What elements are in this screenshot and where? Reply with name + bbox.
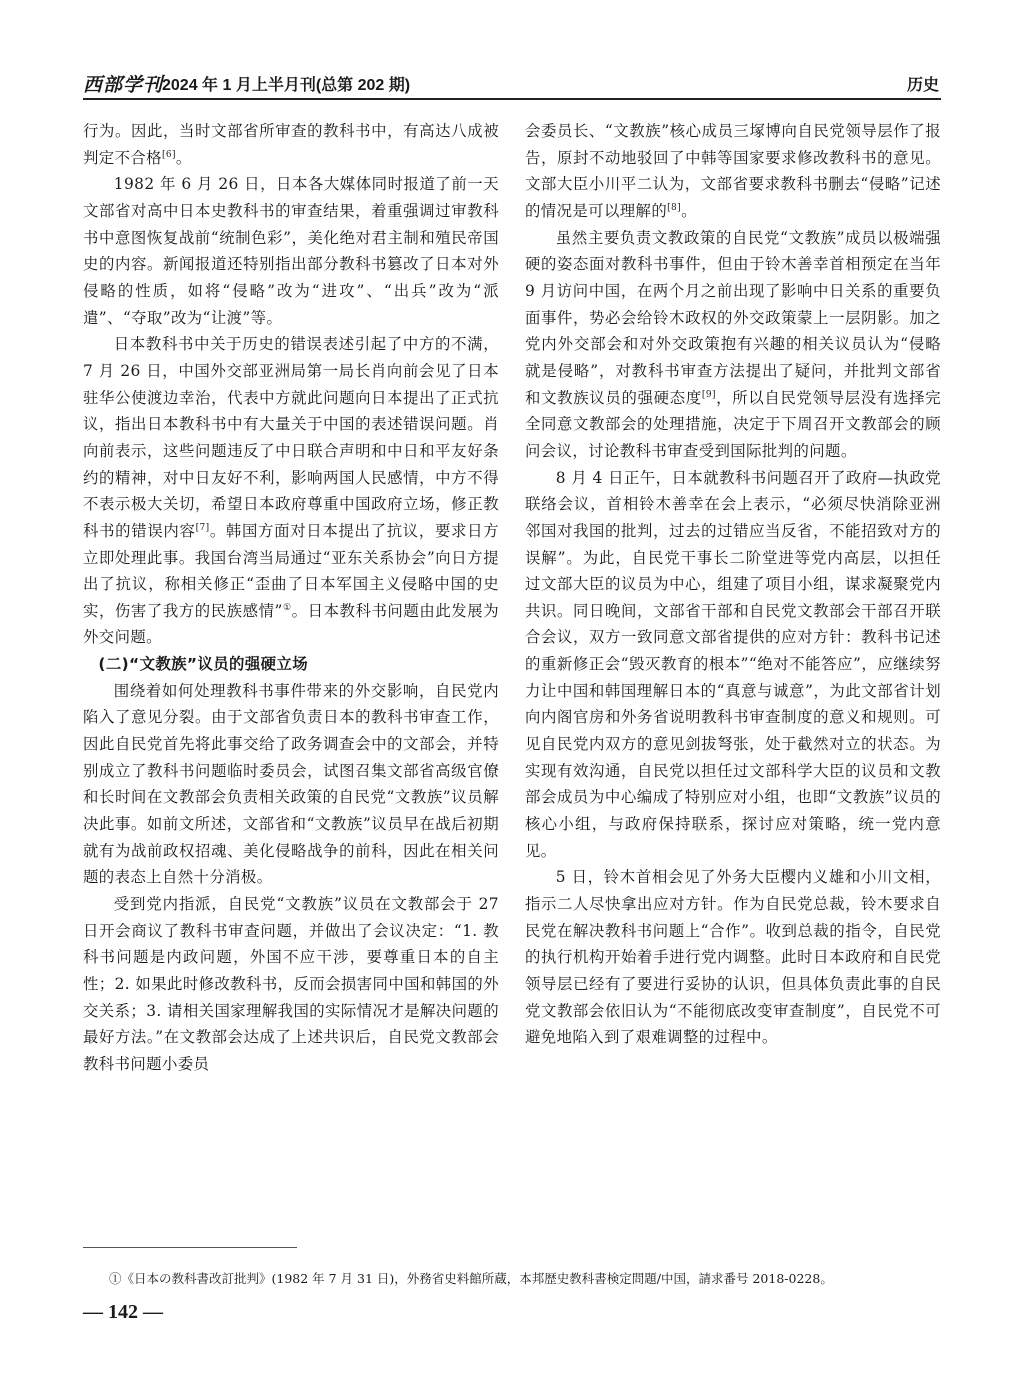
paragraph-text: 。韩国方面对日本提出了抗议，要求日方立即处理此事。我国台湾当局通过“亚东关系协会”向日方提出了抗议，称相关修正“歪曲了日本军国主义侵略中国的史实，伤害了我方的民族感情” <box>83 521 499 620</box>
paragraph: 5 日，铃木首相会见了外务大臣樱内义雄和小川文相，指示二人尽快拿出应对方针。作为自民党总裁，铃木要求自民党在解决教科书问题上“合作”。收到总裁的指令，自民党的执行机构开始着手进行党内调整。此时日本政府和自民党领导层已经有了要进行妥协的认识，但具体负责此事的自民党文教部会依旧认为“不能彻底改变审查制度”，自民党不可避免地陷入到了艰难调整的过程中。 <box>525 868 941 1047</box>
paragraph <box>83 118 499 171</box>
paragraph-text: 日本教科书中关于历史的错误表述引起了中方的不满，7 月 26 日，中国外交部亚洲局第一局长肖向前会见了日本驻华公使渡边幸治，代表中方就此问题向日本提出了正式抗议，指出日本教科书中有大量关于中国的表述错误问题。肖向前表示，这些问题违反了中日联合声明和中日和平友好条约的精神，对中日友好不利，影响两国人民感情，中方不得不表示极大关切，希望日本政府尊重中国政府立场，修正教科书的错误内容 <box>83 335 499 540</box>
paragraph <box>525 225 941 465</box>
section-name: 历史 <box>906 75 939 94</box>
paragraph: 受到党内指派，自民党“文教族”议员在文教部会于 27 日开会商议了教科书审查问题，并做出了会议决定：“1. 教科书问题是内政问题，外国不应干涉，要尊重日本的自主性；2. 如果此时修改教科书，反而会损害同中国和韩国的外交关系；3. 请相关国家理解我国的实际情况才是解决问题的最好方法。”在文教部会达成了上述共识后，自民党文教部会教科书问题小委员 <box>83 895 499 1073</box>
footnote: ①《日本の教科書改訂批判》(1982 年 7 月 31 日)，外務省史料館所蔵，本邦歴史教科書検定問題/中国，請求番号 2018-0228。 <box>109 1271 833 1286</box>
citation-ref: [7] <box>195 522 210 533</box>
journal-logo: 西部学刊 <box>83 74 164 96</box>
paragraph <box>83 331 499 651</box>
paragraph-text: 虽然主要负责文教政策的自民党“文教族”成员以极端强硬的姿态面对教科书事件，但由于铃木善幸首相预定在当年 9 月访问中国，在两个月之前出现了影响中日关系的重要负面事件，势必会给铃木政权的外交政策蒙上一层阴影。加之党内外交部会和对外交政策抱有兴趣的相关议员认为“侵略就是侵略”，对教科书审查方法提出了疑问，并批判文部省和文教族议员的强硬态度 <box>525 228 941 407</box>
footnote-rule <box>83 1247 297 1248</box>
section-heading: (二)“文教族”议员的强硬立场 <box>98 655 308 674</box>
paragraph-text: 。 <box>681 201 697 220</box>
header-rule <box>83 98 941 100</box>
citation-ref: [9] <box>701 389 716 400</box>
right-column <box>525 118 941 1051</box>
paragraph: 围绕着如何处理教科书事件带来的外交影响，自民党内陷入了意见分裂。由于文部省负责日本的教科书审查工作，因此自民党首先将此事交给了政务调查会中的文部会，并特别成立了教科书问题临时委员会，试图召集文部省高级官僚和长时间在文教部会负责相关政策的自民党“文教族”议员解决此事。如前文所述，文部省和“文教族”议员早在战后初期就有为战前政权招魂、美化侵略战争的前科，因此在相关问题的表态上自然十分消极。 <box>83 681 499 887</box>
paragraph: 1982 年 6 月 26 日，日本各大媒体同时报道了前一天文部省对高中日本史教科书的审查结果，着重强调过审教科书中意图恢复战前“统制色彩”，美化绝对君主制和殖民帝国史的内容。新闻报道还特别指出部分教科书篡改了日本对外侵略的性质，如将“侵略”改为“进攻”、“出兵”改为“派遣”、“夺取”改为“让渡”等。 <box>83 175 499 327</box>
left-column <box>83 118 499 1078</box>
footnote-marker: ① <box>282 602 292 613</box>
paragraph <box>525 118 941 225</box>
paragraph-text: ，所以自民党领导层没有选择完全同意文教部会的处理措施，决定于下周召开文教部会的顾问会议，讨论教科书审查受到国际批判的问题。 <box>525 388 941 460</box>
citation-ref: [8] <box>667 202 682 213</box>
paragraph-text: 。 <box>175 148 192 167</box>
issue-info: 2024 年 1 月上半月刊(总第 202 期) <box>162 77 411 94</box>
paragraph-text: 会委员长、“文教族”核心成员三塚博向自民党领导层作了报告，原封不动地驳回了中韩等国家要求修改教科书的意见。文部大臣小川平二认为，文部省要求教科书删去“侵略”记述的情况是可以理解的 <box>525 122 941 220</box>
citation-ref: [6] <box>161 149 176 160</box>
page-header <box>83 72 941 94</box>
paragraph-text: 行为。因此，当时文部省所审查的教科书中，有高达八成被判定不合格 <box>83 122 499 167</box>
paragraph-text: 。日本教科书问题由此发展为外交问题。 <box>83 601 500 647</box>
paragraph: 8 月 4 日正午，日本就教科书问题召开了政府—执政党联络会议，首相铃木善幸在会上表示，“必须尽快消除亚洲邻国对我国的批判，过去的过错应当反省，不能招致对方的误解”。为此，自民党干事长二阶堂进等党内高层，以担任过文部大臣的议员为中心，组建了项目小组，谋求凝聚党内共识。同日晚间，文部省干部和自民党文教部会干部召开联合会议，双方一致同意文部省提供的应对方针：教科书记述的重新修正会“毁灭教育的根本”“绝对不能答应”，应继续努力让中国和韩国理解日本的“真意与诚意”，为此文部省计划向内阁官房和外务省说明教科书审查制度的意义和规则。可见自民党内双方的意见剑拔弩张，处于截然对立的状态。为实现有效沟通，自民党以担任过文部科学大臣的议员和文教部会成员为中心编成了特别应对小组，也即“文教族”议员的核心小组，与政府保持联系，探讨应对策略，统一党内意见。 <box>525 468 941 860</box>
page-number: — 142 — <box>83 1301 163 1323</box>
